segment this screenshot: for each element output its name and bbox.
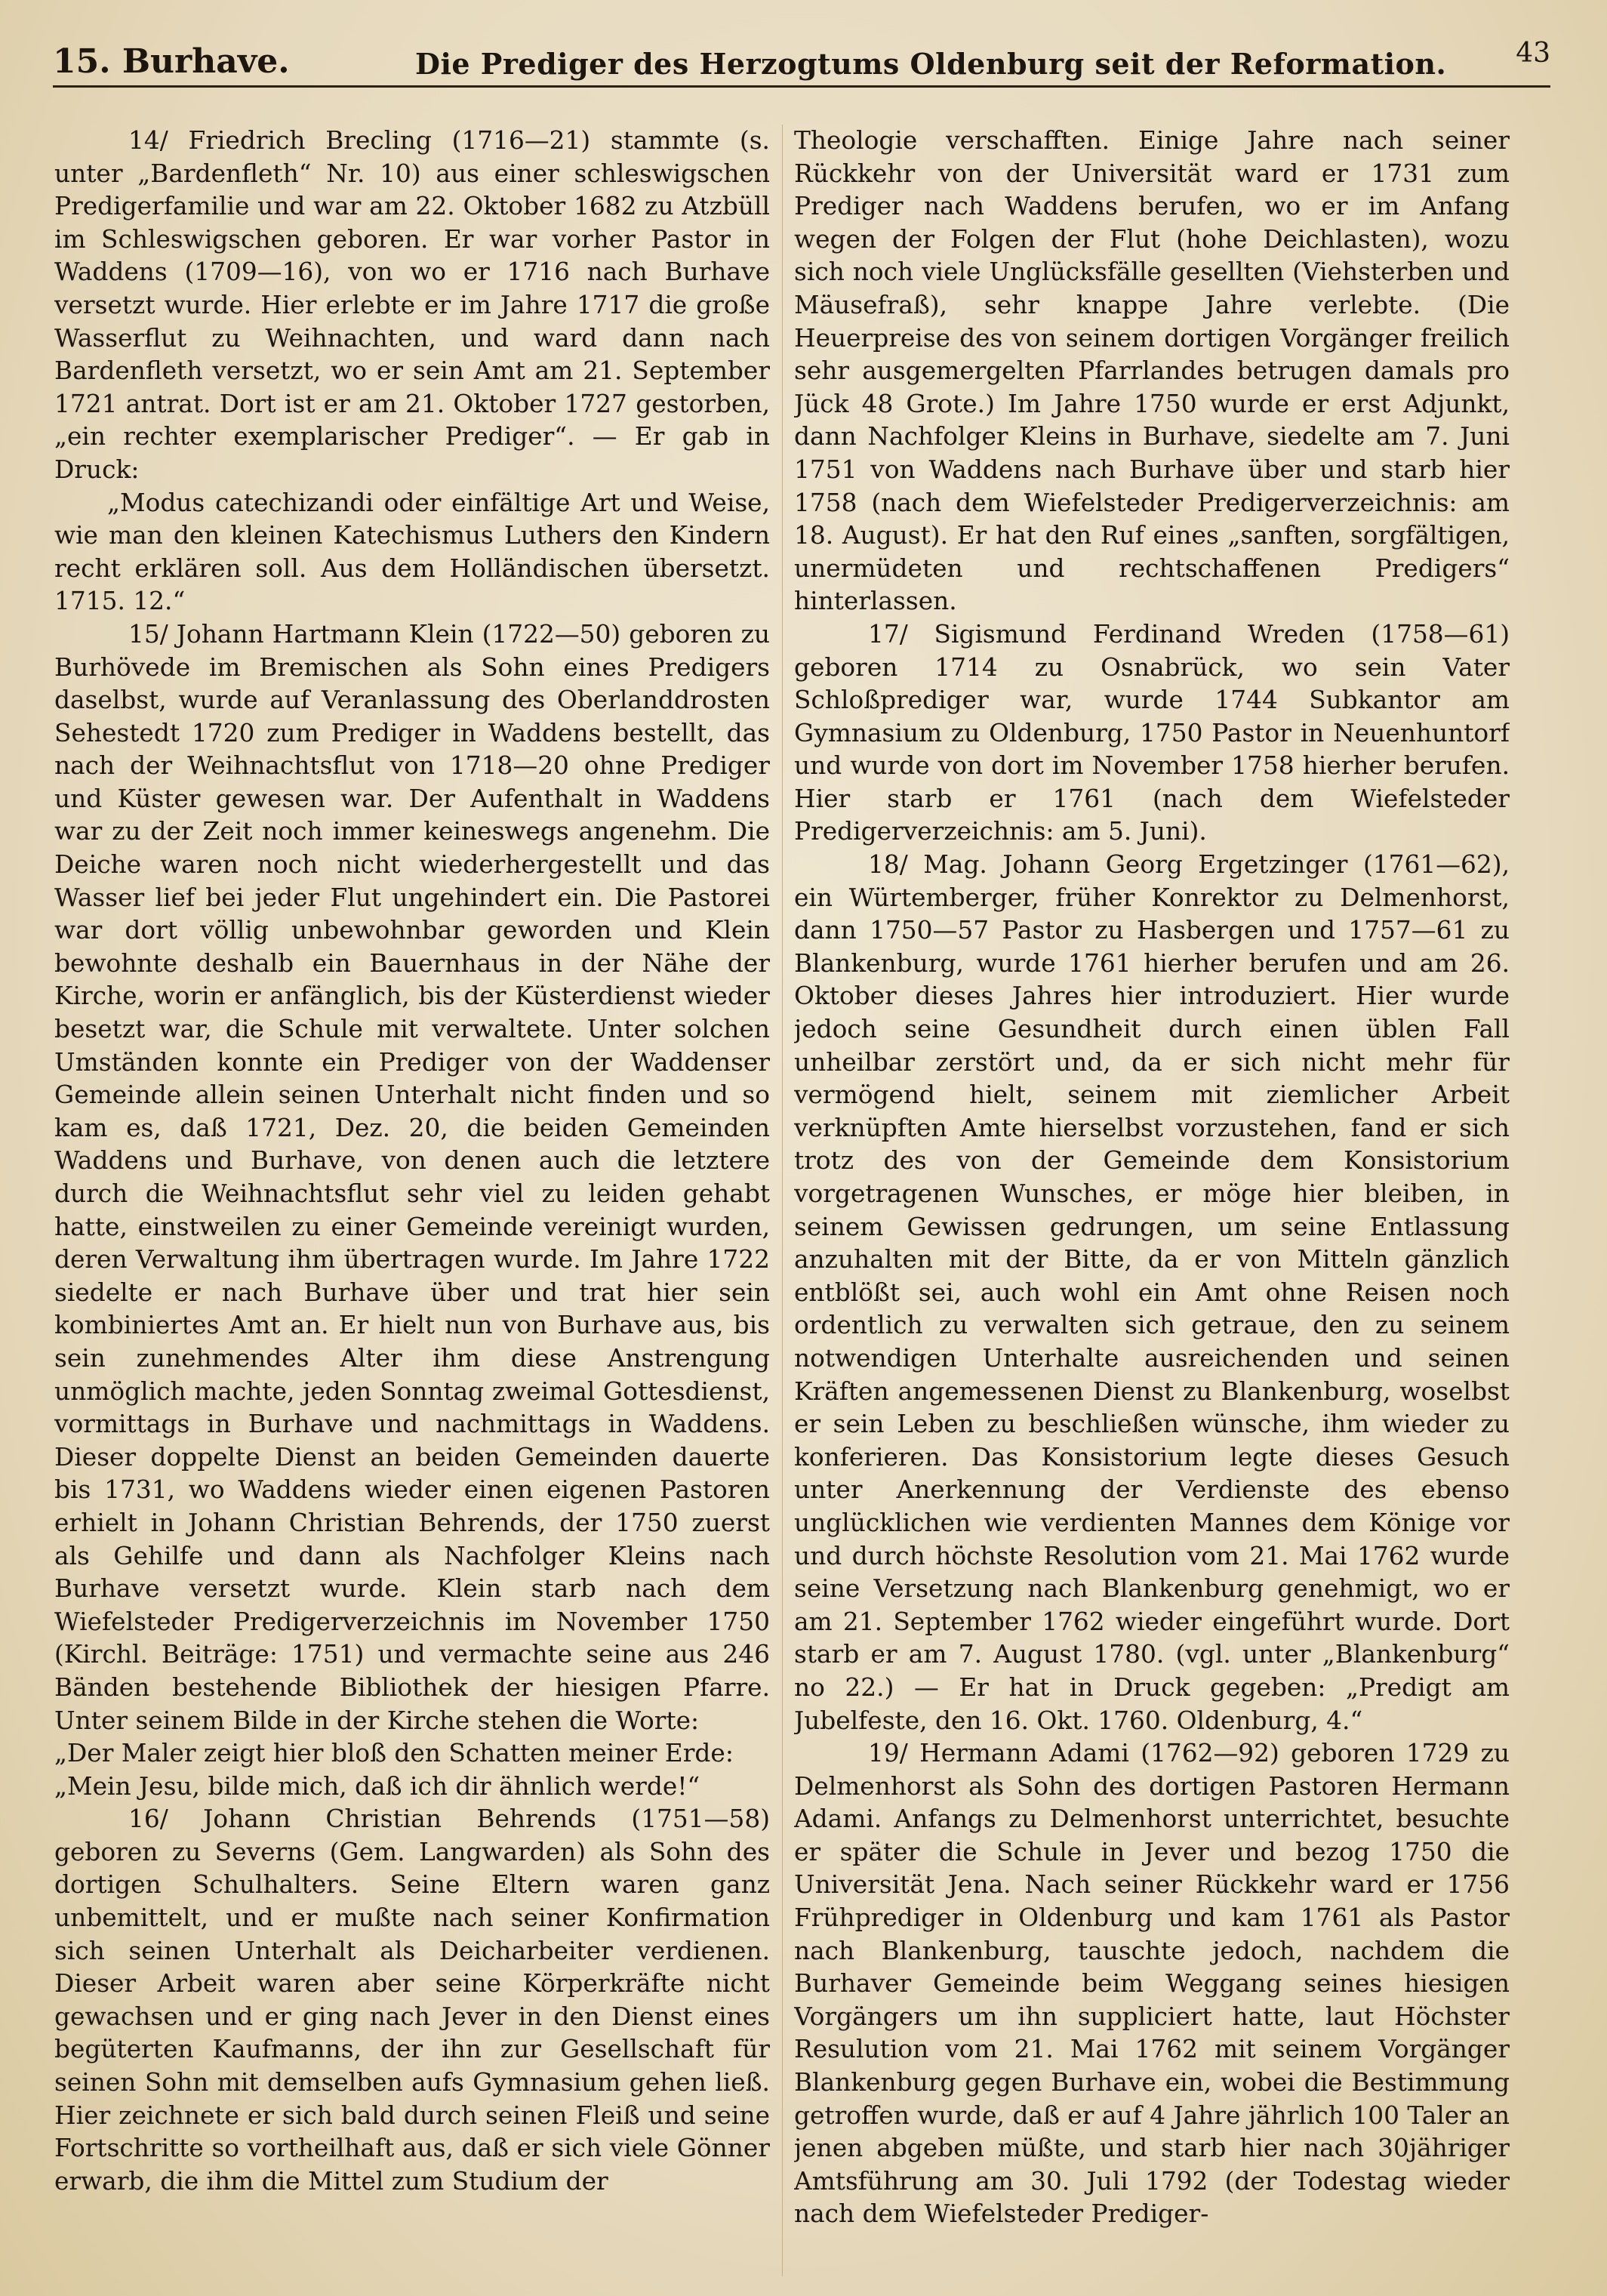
column-divider: [782, 125, 783, 2276]
page-number: 43: [1516, 38, 1550, 69]
portrait-inscription-line-2: „Mein Jesu, bilde mich, daß ich dir ähnlich werde!“: [54, 1771, 700, 1801]
running-head: [53, 38, 1550, 88]
left-column: [54, 125, 770, 2276]
header-rule: [53, 85, 1550, 88]
entry-19-adami: 19/ Hermann Adami (1762—92) geboren 1729 zu Delmenhorst als Sohn des dortigen Pastoren Hermann Adami. Anfangs zu Delmenhorst unterrichtet, besuchte er später die Schule in Jever und bezog 1750 die Universität Jena. Nach seiner Rückkehr ward er 1756 Frühprediger in Oldenburg und kam 1761 als Pastor nach Blankenburg, tauschte jedoch, nachdem die Burhaver Gemeinde beim Weggang seines hiesigen Vorgängers um ihn suppliciert hatte, laut Höchster Resulution vom 21. Mai 1762 mit seinem Vorgänger Blankenburg gegen Burhave ein, wobei die Bestimmung getroffen wurde, daß er auf 4 Jahre jährlich 100 Taler an jenen abgeben müßte, und starb hier nach 30jähriger Amtsführung am 30. Juli 1792 (der Todestag wieder nach dem Wiefelsteder Prediger-: [794, 1739, 1510, 2229]
right-column: [794, 125, 1510, 2276]
portrait-inscription-line-1: „Der Maler zeigt hier bloß den Schatten meiner Erde:: [54, 1739, 734, 1768]
entry-15-klein: 15/ Johann Hartmann Klein (1722—50) geboren zu Burhövede im Bremischen als Sohn eines Predigers daselbst, wurde auf Veranlassung des Oberlanddrosten Sehestedt 1720 zum Prediger in Waddens bestellt, das nach der Weihnachtsflut von 1718—20 ohne Prediger und Küster gewesen war. Der Aufenthalt in Waddens war zu der Zeit noch immer keineswegs angenehm. Die Deiche waren noch nicht wiederhergestellt und das Wasser lief bei jeder Flut ungehindert ein. Die Pastorei war dort völlig unbewohnbar geworden und Klein bewohnte deshalb ein Bauernhaus in der Nähe der Kirche, worin er anfänglich, bis der Küsterdienst wieder besetzt war, die Schule mit verwaltete. Unter solchen Umständen konnte ein Prediger von der Waddenser Gemeinde allein seinen Unterhalt nicht finden und so kam es, daß 1721, Dez. 20, die beiden Gemeinden Waddens und Burhave, von denen auch die letztere durch die Weihnachtsflut sehr viel zu leiden gehabt hatte, einstweilen zu einer Gemeinde vereinigt wurden, deren Verwaltung ihm übertragen wurde. Im Jahre 1722 siedelte er nach Burhave über und trat hier sein kombiniertes Amt an. Er hielt nun von Burhave aus, bis sein zunehmendes Alter ihm diese Anstrengung unmöglich machte, jeden Sonntag zweimal Gottesdienst, vormittags in Burhave und nachmittags in Waddens. Dieser doppelte Dienst an beiden Gemeinden dauerte bis 1731, wo Waddens wieder einen eigenen Pastoren erhielt in Johann Christian Behrends, der 1750 zuerst als Gehilfe und dann als Nachfolger Kleins nach Burhave versetzt wurde. Klein starb nach dem Wiefelsteder Predigerverzeichnis im November 1750 (Kirchl. Beiträge: 1751) und vermachte seine aus 246 Bänden bestehende Bibliothek der hiesigen Pfarre. Unter seinem Bilde in der Kirche stehen die Worte:: [54, 619, 770, 1735]
entry-16-behrends: 16/ Johann Christian Behrends (1751—58) geboren zu Severns (Gem. Langwarden) als Sohn des dortigen Schulhalters. Seine Eltern waren ganz unbemittelt, und er mußte nach seiner Konfirmation sich seinen Unterhalt als Deicharbeiter verdienen. Dieser Arbeit waren aber seine Körperkräfte nicht gewachsen und er ging nach Jever in den Dienst eines begüterten Kaufmanns, der ihn zur Gesellschaft für seinen Sohn mit demselben aufs Gymnasium gehen ließ. Hier zeichnete er sich bald durch seinen Fleiß und seine Fortschritte so vortheilhaft aus, daß er sich viele Gönner erwarb, die ihm die Mittel zum Studium der: [54, 1804, 770, 2196]
entry-14-publication-quote: „Modus catechizandi oder einfältige Art und Weise, wie man den kleinen Katechismus Luthers den Kindern recht erklären soll. Aus dem Holländischen übersetzt. 1715. 12.“: [54, 488, 770, 616]
book-title: Die Prediger des Herzogtums Oldenburg seit der Reformation.: [415, 47, 1447, 81]
entry-16-behrends-continued: Theologie verschafften. Einige Jahre nach seiner Rückkehr von der Universität ward er 1731 zum Prediger nach Waddens berufen, wo er im Anfang wegen der Folgen der Flut (hohe Deichlasten), wozu sich noch viele Unglücksfälle gesellten (Viehsterben und Mäusefraß), sehr knappe Jahre verlebte. (Die Heuerpreise des von seinem dortigen Vorgänger freilich sehr ausgemergelten Pfarrlandes betrugen damals pro Jück 48 Grote.) Im Jahre 1750 wurde er erst Adjunkt, dann Nachfolger Kleins in Burhave, siedelte am 7. Juni 1751 von Waddens nach Burhave über und starb hier 1758 (nach dem Wiefelsteder Predigerverzeichnis: am 18. August). Er hat den Ruf eines „sanften, sorgfältigen, unermüdeten und rechtschaffenen Predigers“ hinterlassen.: [794, 126, 1510, 616]
entry-17-wreden: 17/ Sigismund Ferdinand Wreden (1758—61) geboren 1714 zu Osnabrück, wo sein Vater Schloßprediger war, wurde 1744 Subkantor am Gymnasium zu Oldenburg, 1750 Pastor in Neuenhuntorf und wurde von dort im November 1758 hierher berufen. Hier starb er 1761 (nach dem Wiefelsteder Predigerverzeichnis: am 5. Juni).: [794, 619, 1510, 846]
entry-18-ergetzinger: 18/ Mag. Johann Georg Ergetzinger (1761—62), ein Würtemberger, früher Konrektor zu Delmenhorst, dann 1750—57 Pastor zu Hasbergen und 1757—61 zu Blankenburg, wurde 1761 hierher berufen und am 26. Oktober dieses Jahres hier introduziert. Hier wurde jedoch seine Gesundheit durch einen üblen Fall unheilbar zerstört und, da er sich nicht mehr für vermögend hielt, seinem mit ziemlicher Arbeit verknüpften Amte hierselbst vorzustehen, fand er sich trotz des von der Gemeinde dem Konsistorium vorgetragenen Wunsches, er möge hier bleiben, in seinem Gewissen gedrungen, um seine Entlassung anzuhalten mit der Bitte, da er von Mitteln gänzlich entblößt sei, auch wohl ein Amt ohne Reisen noch ordentlich zu verwalten sich getraue, den zu seinem notwendigen Unterhalte ausreichenden und seinen Kräften angemessenen Dienst zu Blankenburg, woselbst er sein Leben zu beschließen wünsche, ihm wieder zu konferieren. Das Konsistorium legte dieses Gesuch unter Anerkennung der Verdienste des ebenso unglücklichen wie verdienten Mannes dem Könige vor und durch höchste Resolution vom 21. Mai 1762 wurde seine Versetzung nach Blankenburg genehmigt, wo er am 21. September 1762 wieder eingeführt wurde. Dort starb er am 7. August 1780. (vgl. unter „Blankenburg“ no 22.) — Er hat in Druck gegeben: „Predigt am Jubelfeste, den 16. Okt. 1760. Oldenburg, 4.“: [794, 850, 1510, 1735]
entry-14-brecling: 14/ Friedrich Brecling (1716—21) stammte (s. unter „Bardenfleth“ Nr. 10) aus einer schleswigschen Predigerfamilie und war am 22. Oktober 1682 zu Atzbüll im Schleswigschen geboren. Er war vorher Pastor in Waddens (1709—16), von wo er 1716 nach Burhave versetzt wurde. Hier erlebte er im Jahre 1717 die große Wasserflut zu Weihnachten, und ward dann nach Bardenfleth versetzt, wo er sein Amt am 21. September 1721 antrat. Dort ist er am 21. Oktober 1727 gestorben, „ein rechter exemplarischer Prediger“. — Er gab in Druck:: [54, 126, 770, 484]
section-heading: 15. Burhave.: [53, 42, 290, 81]
